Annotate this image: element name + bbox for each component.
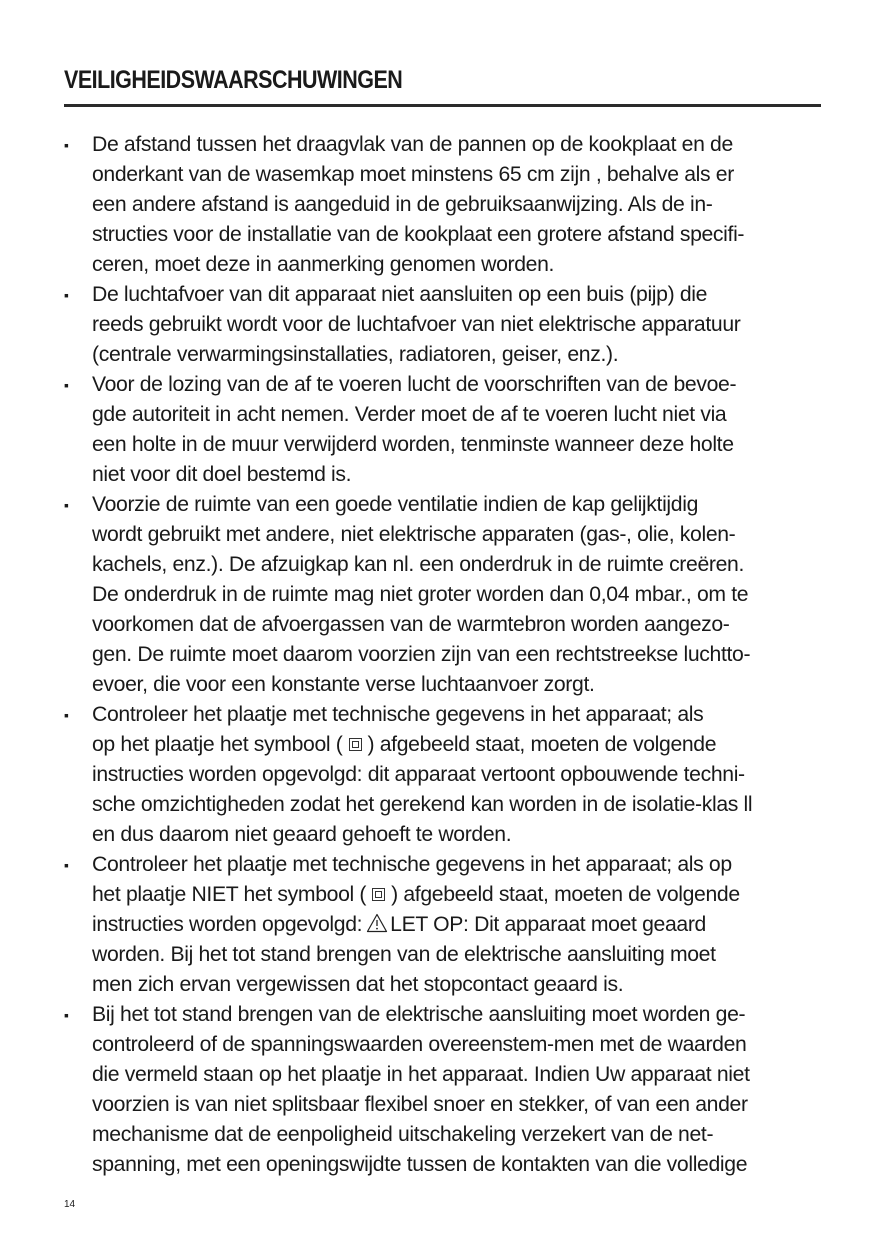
text-line: gde autoriteit in acht nemen. Verder moet de af te voeren lucht niet via — [92, 403, 727, 426]
text-line — [92, 730, 824, 760]
list-item — [64, 130, 824, 280]
text-line: controleerd of de spanningswaarden overeenstem-men met de waarden — [92, 1033, 747, 1056]
text-line: Controleer het plaatje met technische gegevens in het apparaat; als op — [92, 853, 732, 876]
list-item — [64, 1000, 824, 1180]
text-line: ceren, moet deze in aanmerking genomen worden. — [92, 253, 555, 276]
text-line: een andere afstand is aangeduid in de gebruiksaanwijzing. Als de in- — [92, 193, 713, 216]
text-fragment: ) afgebeeld staat, moeten de volgende — [391, 883, 740, 906]
text-fragment: op het plaatje het symbool ( — [92, 733, 343, 756]
text-line: Bij het tot stand brengen van de elektrische aansluiting moet worden ge- — [92, 1003, 746, 1026]
text-line: mechanisme dat de eenpoligheid uitschakeling verzekert van de net- — [92, 1123, 714, 1146]
text-line: spanning, met een openingswijdte tussen de kontakten van die volledige — [92, 1153, 748, 1176]
list-item — [64, 490, 824, 700]
text-line: structies voor de installatie van de kookplaat een grotere afstand specifi- — [92, 223, 745, 246]
bullet-icon: ▪ — [64, 287, 69, 303]
text-line: voorkomen dat de afvoergassen van de warmtebron worden aangezo- — [92, 613, 730, 636]
text-line: worden. Bij het tot stand brengen van de elektrische aansluiting moet — [92, 943, 716, 966]
text-line: voorzien is van niet splitsbaar flexibel snoer en stekker, of van een ander — [92, 1093, 748, 1116]
double-insulation-icon — [349, 738, 362, 751]
bullet-icon: ▪ — [64, 137, 69, 153]
text-line: onderkant van de wasemkap moet minstens 65 cm zijn , behalve als er — [92, 163, 734, 186]
list-item — [64, 370, 824, 490]
page-number: 14 — [64, 1199, 76, 1210]
warning-triangle-icon — [366, 912, 388, 942]
text-line: (centrale verwarmingsinstallaties, radiatoren, geiser, enz.). — [92, 343, 619, 366]
text-line: De afstand tussen het draagvlak van de pannen op de kookplaat en de — [92, 133, 733, 156]
text-line: die vermeld staan op het plaatje in het apparaat. Indien Uw apparaat niet — [92, 1063, 750, 1086]
text-line: De onderdruk in de ruimte mag niet groter worden dan 0,04 mbar., om te — [92, 583, 749, 606]
text-line: men zich ervan vergewissen dat het stopcontact geaard is. — [92, 973, 624, 996]
text-line: Voor de lozing van de af te voeren lucht de voorschriften van de bevoe- — [92, 373, 737, 396]
text-line: niet voor dit doel bestemd is. — [92, 463, 352, 486]
text-line: een holte in de muur verwijderd worden, tenminste wanneer deze holte — [92, 433, 734, 456]
text-line — [92, 880, 824, 910]
page-title: VEILIGHEIDSWAARSCHUWINGEN — [64, 66, 403, 94]
text-line: sche omzichtigheden zodat het gerekend kan worden in de isolatie-klas ll — [92, 793, 753, 816]
text-fragment: het plaatje NIET het symbool ( — [92, 883, 367, 906]
bullet-icon: ▪ — [64, 707, 69, 723]
text-line: instructies worden opgevolgd: dit apparaat vertoont opbouwende techni- — [92, 763, 745, 786]
safety-warnings-list — [64, 130, 824, 1180]
text-line — [92, 910, 824, 940]
text-line: reeds gebruikt wordt voor de luchtafvoer van niet elektrische apparatuur — [92, 313, 741, 336]
bullet-icon: ▪ — [64, 1007, 69, 1023]
text-line: kachels, enz.). De afzuigkap kan nl. een onderdruk in de ruimte creëren. — [92, 553, 744, 576]
title-divider — [64, 104, 821, 107]
bullet-icon: ▪ — [64, 857, 69, 873]
text-line: wordt gebruikt met andere, niet elektrische apparaten (gas-, olie, kolen- — [92, 523, 736, 546]
text-fragment: instructies worden opgevolgd: — [92, 913, 363, 936]
text-line: gen. De ruimte moet daarom voorzien zijn van een rechtstreekse luchtto- — [92, 643, 751, 666]
list-item — [64, 850, 824, 1000]
text-line: evoer, die voor een konstante verse luchtaanvoer zorgt. — [92, 673, 595, 696]
list-item — [64, 700, 824, 850]
text-fragment: ) afgebeeld staat, moeten de volgende — [367, 733, 717, 756]
text-fragment: LET OP: Dit apparaat moet geaard — [390, 913, 706, 936]
text-line: en dus daarom niet geaard gehoeft te worden. — [92, 823, 512, 846]
text-line: Controleer het plaatje met technische gegevens in het apparaat; als — [92, 703, 704, 726]
double-insulation-icon — [372, 888, 385, 901]
bullet-icon: ▪ — [64, 377, 69, 393]
text-line: Voorzie de ruimte van een goede ventilatie indien de kap gelijktijdig — [92, 493, 699, 516]
list-item — [64, 280, 824, 370]
bullet-icon: ▪ — [64, 497, 69, 513]
text-line: De luchtafvoer van dit apparaat niet aansluiten op een buis (pijp) die — [92, 283, 708, 306]
